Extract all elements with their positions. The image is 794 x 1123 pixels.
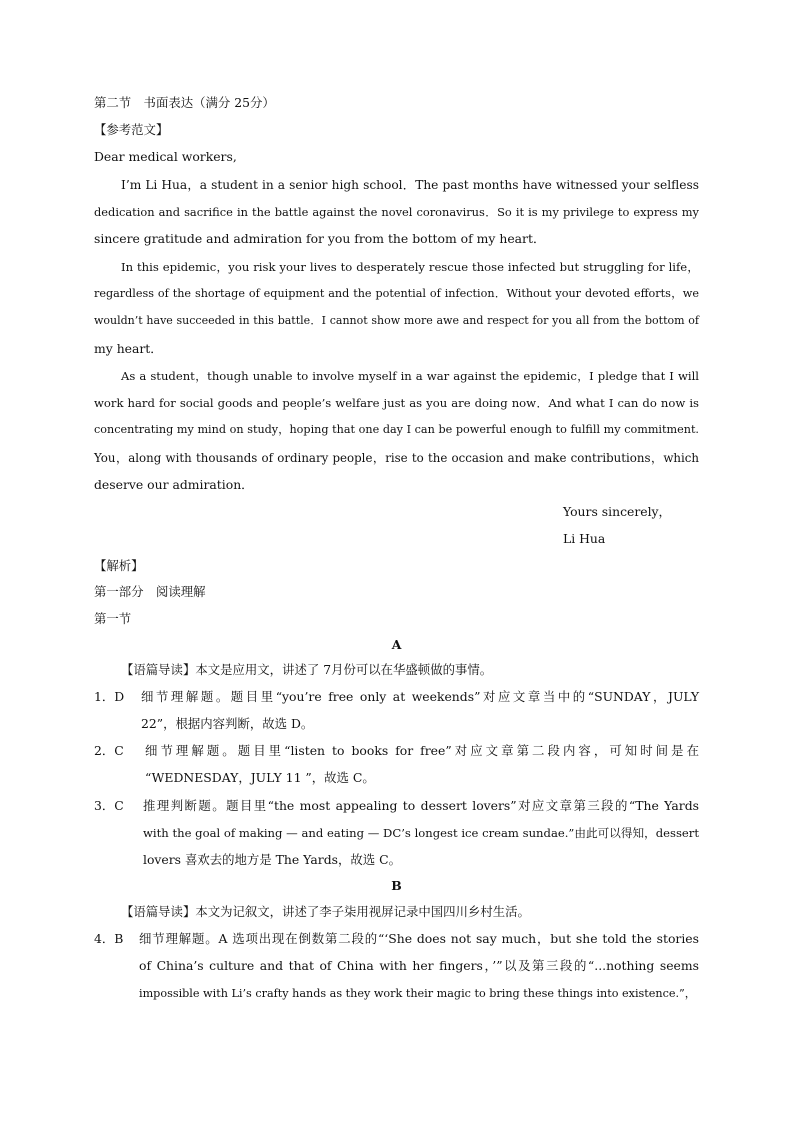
letter-salutation: Dear medical workers,: [94, 149, 237, 164]
answer-number: 2．C: [94, 743, 124, 758]
passage-a-intro: 【语篇导读】本文是应用文，讲述了 7月份可以在华盛顿做的事情。: [121, 662, 493, 677]
letter-paragraph-3-line: You，along with thousands of ordinary people，rise to the occasion and make contributions，which: [94, 451, 699, 465]
section-subheading: 第一节: [94, 611, 132, 626]
answer-explanation-line: 推理判断题。题目里“the most appealing to dessert lovers”对应文章第三段的“The Yards: [143, 798, 699, 813]
letter-paragraph-3-line: deserve our admiration．: [94, 477, 254, 492]
answer-number: 3．C: [94, 798, 124, 813]
answer-explanation-line: of China’s culture and that of China with her fingers，’”以及第三段的“...nothing seems: [139, 958, 699, 973]
passage-b-intro: 【语篇导读】本文为记叙文，讲述了李子柒用视屏记录中国四川乡村生活。: [121, 904, 530, 919]
letter-paragraph-2-line: In this epidemic，you risk your lives to desperately rescue those infected but struggling for life，: [121, 260, 699, 274]
sample-essay-label: 【参考范文】: [94, 122, 169, 137]
answer-explanation-line: 细节理解题。题目里“you’re free only at weekends”对应文章当中的“SUNDAY，JULY: [141, 689, 699, 704]
letter-paragraph-2-line: wouldn’t have succeeded in this battle．I cannot show more awe and respect for you all from the bottom of: [94, 314, 699, 327]
letter-paragraph-1-line: I’m Li Hua，a student in a senior high school．The past months have witnessed your selfless: [121, 178, 699, 192]
letter-paragraph-3-line: work hard for social goods and people’s welfare just as you are doing now．And what I can do now is: [94, 396, 699, 410]
letter-paragraph-3-line: As a student，though unable to involve myself in a war against the epidemic，I pledge that I will: [121, 369, 699, 383]
answer-explanation-line: 细节理解题。A 选项出现在倒数第二段的“‘She does not say much，but she told the stories: [139, 931, 699, 946]
analysis-label: 【解析】: [94, 558, 144, 573]
answer-explanation-line: “WEDNESDAY，JULY 11 ”，故选 C。: [145, 770, 375, 785]
answer-explanation-line: 细节理解题。题目里“listen to books for free”对应文章第二段内容，可知时间是在: [145, 743, 699, 758]
answer-number: 4．B: [94, 931, 124, 946]
answer-explanation-line: lovers 喜欢去的地方是 The Yards，故选 C。: [143, 852, 401, 867]
letter-paragraph-3-line: concentrating my mind on study，hoping that one day I can be powerful enough to fulfill my commitment.: [94, 423, 699, 436]
letter-signature: Li Hua: [563, 531, 606, 546]
letter-closing: Yours sincerely，: [563, 504, 671, 519]
passage-b-label: B: [391, 878, 402, 893]
answer-explanation-line: 22”，根据内容判断，故选 D。: [141, 716, 314, 731]
answer-explanation-line: with the goal of making — and eating — DC’s longest ice cream sundae.”由此可以得知，dessert: [143, 826, 699, 840]
letter-paragraph-2-line: my heart．: [94, 341, 163, 356]
letter-paragraph-1-line: sincere gratitude and admiration for you from the bottom of my heart．: [94, 231, 546, 246]
passage-a-label: A: [391, 637, 402, 652]
part-heading: 第一部分 阅读理解: [94, 584, 206, 599]
answer-explanation-line: impossible with Li’s crafty hands as they work their magic to bring these things into existence.”，: [139, 987, 696, 1000]
letter-paragraph-1-line: dedication and sacrifice in the battle against the novel coronavirus．So it is my privilege to express my: [94, 205, 699, 219]
letter-paragraph-2-line: regardless of the shortage of equipment and the potential of infection．Without your devoted efforts，we: [94, 287, 699, 300]
answer-number: 1．D: [94, 689, 125, 704]
section-heading: 第二节 书面表达（满分 25分）: [94, 95, 275, 110]
